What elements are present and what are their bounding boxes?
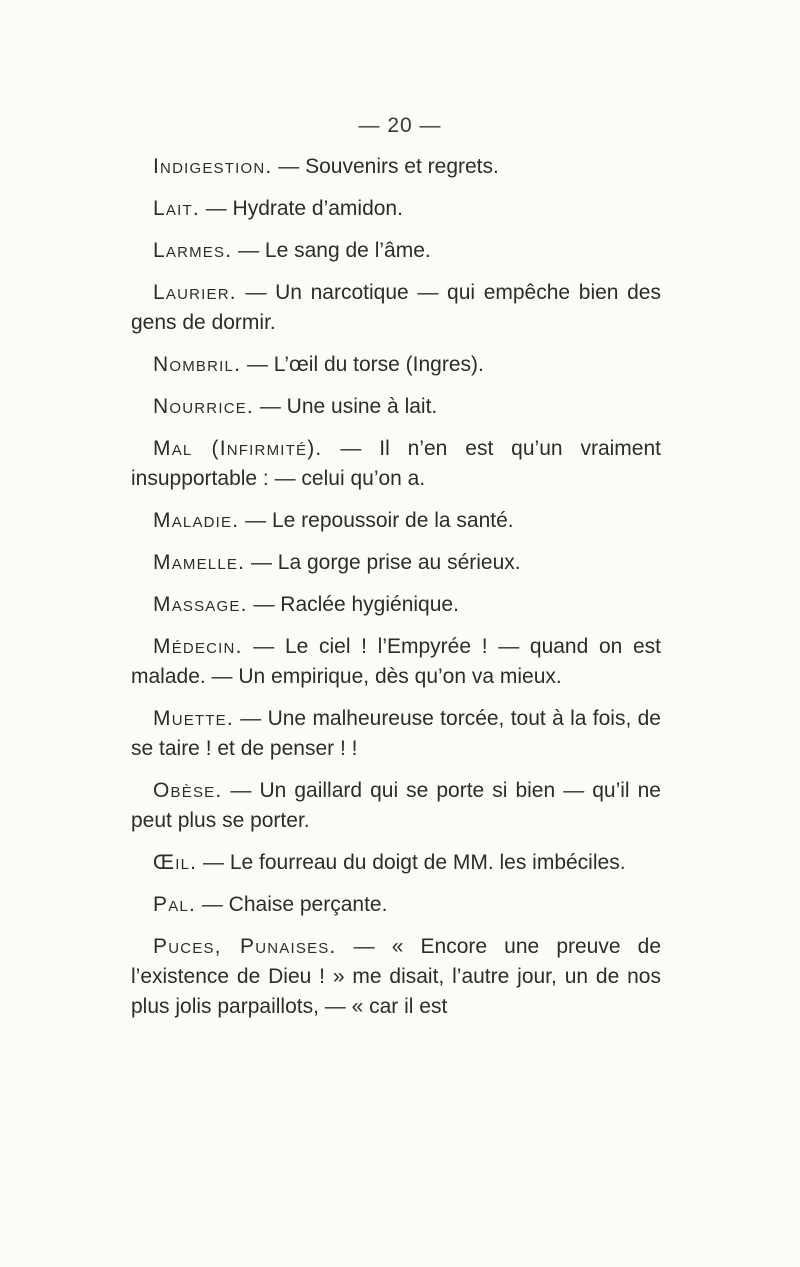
entry-definition: — Raclée hygiénique. bbox=[247, 593, 459, 616]
entry-mamelle bbox=[131, 548, 661, 578]
entry-headword: Œil. bbox=[153, 851, 198, 874]
entry-headword: Nourrice. bbox=[153, 395, 254, 418]
page-number: — 20 — bbox=[358, 114, 442, 137]
entry-headword: Mal (Infirmité). bbox=[153, 437, 323, 460]
entry-nourrice bbox=[131, 392, 661, 422]
entry-definition: — Le repoussoir de la santé. bbox=[239, 509, 514, 532]
entry-definition: — Le ciel ! l’Empyrée ! — quand on est malade. — Un empirique, dès qu’on va mieux. bbox=[131, 635, 661, 688]
entry-headword: Médecin. bbox=[153, 635, 243, 658]
entry-definition: — Souvenirs et regrets. bbox=[272, 155, 499, 178]
entry-headword: Nombril. bbox=[153, 353, 242, 376]
entry-definition: — L’œil du torse (Ingres). bbox=[241, 353, 484, 376]
entry-definition: — Un gaillard qui se porte si bien — qu’il ne peut plus se porter. bbox=[131, 779, 661, 832]
entry-indigestion bbox=[131, 152, 661, 182]
entry-headword: Obèse. bbox=[153, 779, 223, 802]
entry-definition: — Il n’en est qu’un vraiment insupportable : — celui qu’on a. bbox=[131, 437, 661, 490]
entry-headword: Lait. bbox=[153, 197, 200, 220]
entry-nombril bbox=[131, 350, 661, 380]
entry-definition: — Une malheureuse torcée, tout à la fois, de se taire ! et de penser ! ! bbox=[131, 707, 661, 760]
entry-headword: Muette. bbox=[153, 707, 234, 730]
entry-headword: Laurier. bbox=[153, 281, 237, 304]
entry-obese bbox=[131, 776, 661, 836]
entry-definition: — Le fourreau du doigt de MM. les imbéciles. bbox=[197, 851, 626, 874]
entry-headword: Indigestion. bbox=[153, 155, 273, 178]
entry-definition: — La gorge prise au sérieux. bbox=[245, 551, 521, 574]
entry-laurier bbox=[131, 278, 661, 338]
entry-lait bbox=[131, 194, 661, 224]
entry-definition: — Le sang de l’âme. bbox=[232, 239, 431, 262]
entry-pal bbox=[131, 890, 661, 920]
entry-headword: Maladie. bbox=[153, 509, 240, 532]
entry-headword: Pal. bbox=[153, 893, 196, 916]
entry-oeil bbox=[131, 848, 661, 878]
entry-headword: Massage. bbox=[153, 593, 248, 616]
entry-definition: — Un narcotique — qui empêche bien des gens de dormir. bbox=[131, 281, 661, 334]
entry-mal bbox=[131, 434, 661, 494]
entry-definition: — Une usine à lait. bbox=[253, 395, 438, 418]
entry-definition: — Chaise perçante. bbox=[196, 893, 388, 916]
entry-headword: Mamelle. bbox=[153, 551, 246, 574]
entry-maladie bbox=[131, 506, 661, 536]
entry-muette bbox=[131, 704, 661, 764]
entry-medecin bbox=[131, 632, 661, 692]
entry-headword: Larmes. bbox=[153, 239, 233, 262]
entry-definition: — Hydrate d’amidon. bbox=[199, 197, 403, 220]
entry-massage bbox=[131, 590, 661, 620]
dictionary-entries bbox=[131, 152, 661, 1034]
entry-larmes bbox=[131, 236, 661, 266]
entry-puces-punaises bbox=[131, 932, 661, 1022]
entry-headword: Puces, Punaises. bbox=[153, 935, 337, 958]
entry-definition: — « Encore une preuve de l’existence de Dieu ! » me disait, l’autre jour, un de nos plus jolis parpaillots, — « car il est bbox=[131, 935, 661, 1018]
